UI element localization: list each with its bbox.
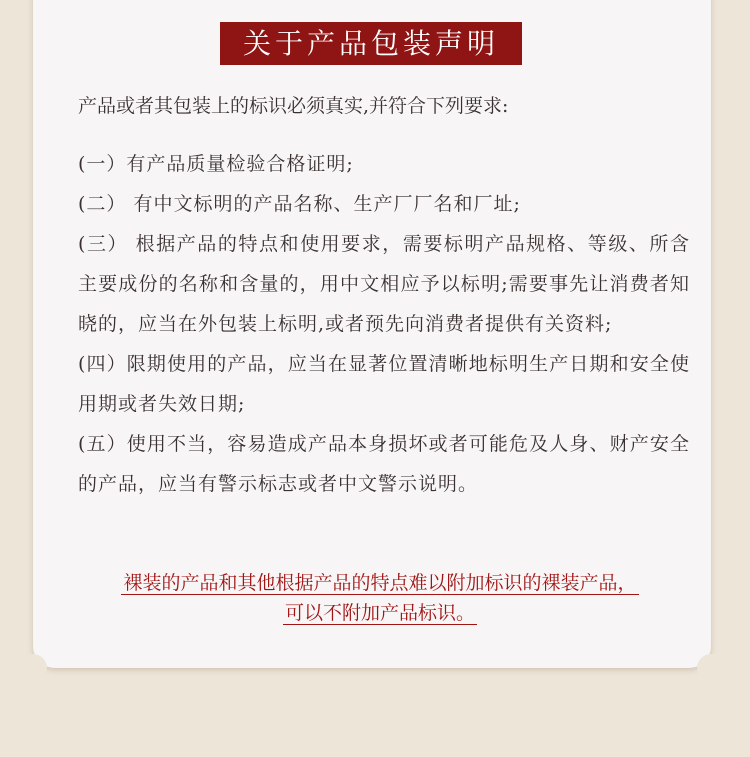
- requirement-item-4: (四）限期使用的产品，应当在显著位置清晰地标明生产日期和安全使用期或者失效日期;: [78, 353, 690, 415]
- requirements-list: [78, 144, 690, 504]
- requirement-item-1: (一）有产品质量检验合格证明;: [78, 153, 354, 175]
- intro-text: 产品或者其包装上的标识必须真实,并符合下列要求:: [78, 95, 509, 117]
- requirement-item-5: (五）使用不当，容易造成产品本身损坏或者可能危及人身、财产安全的产品，应当有警示标志或者中文警示说明。: [78, 433, 690, 495]
- requirement-item-3: (三） 根据产品的特点和使用要求，需要标明产品规格、等级、所含主要成份的名称和含量的，用中文相应予以标明;需要事先让消费者知晓的，应当在外包装上标明,或者预先向消费者提供有关资料;: [78, 233, 690, 335]
- page-title: 关于产品包装声明: [220, 22, 522, 65]
- requirement-item-2: (二） 有中文标明的产品名称、生产厂厂名和厂址;: [78, 193, 521, 215]
- exemption-note: [70, 568, 690, 628]
- card-corner-right: [697, 654, 725, 682]
- card-corner-left: [19, 654, 47, 682]
- exemption-note-line-1: 裸装的产品和其他根据产品的特点难以附加标识的裸装产品，: [123, 572, 637, 594]
- exemption-note-line-2: 可以不附加产品标识。: [284, 602, 475, 624]
